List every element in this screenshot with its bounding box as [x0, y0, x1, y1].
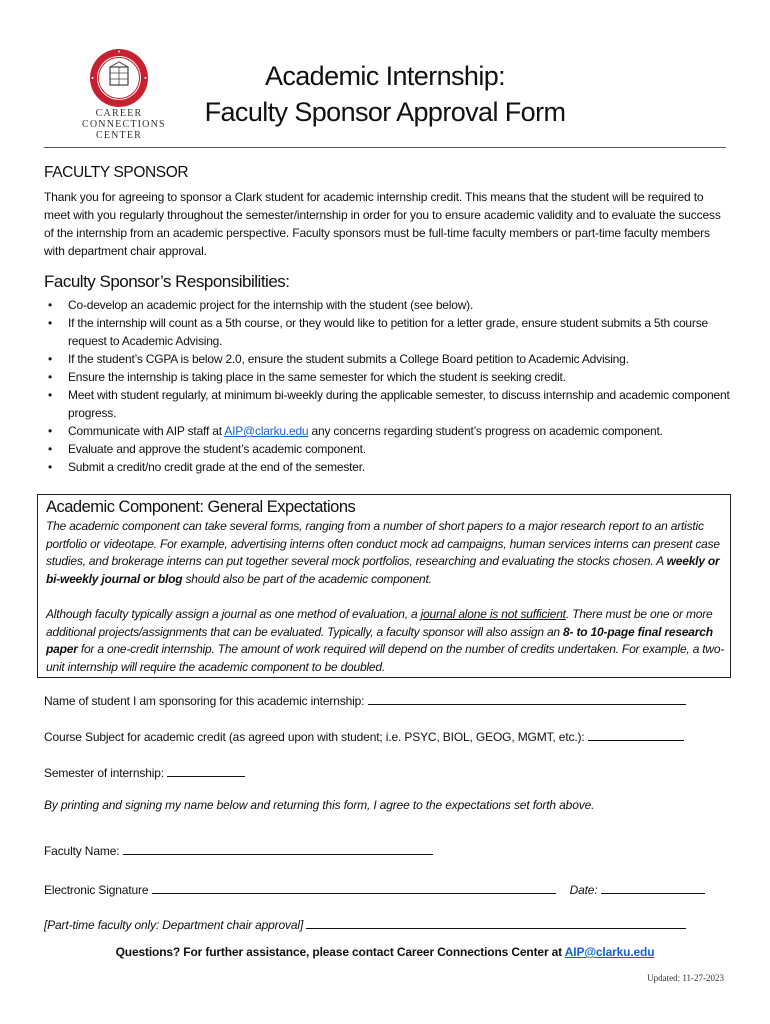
responsibilities-list	[44, 296, 730, 476]
list-item: • Co-develop an academic project for the internship with the student (see below).	[44, 296, 730, 314]
logo-text-line: CENTER	[95, 130, 143, 141]
faculty-name-label: Faculty Name:	[44, 844, 123, 858]
semester-label: Semester of internship:	[44, 766, 168, 780]
p1-text: The academic component can take several forms, ranging from a number of short papers to a major research report to an artistic portfolio or videotape. For example, advertising interns often conduct mock ad campaigns, human services interns can present case studies, and brokerage interns can put together several mock portfolios, researching and evaluating the stocks chosen. A	[46, 519, 720, 568]
chair-approval-input[interactable]	[306, 916, 686, 929]
list-item: • Ensure the internship is taking place in the same semester for which the student is seeking credit.	[44, 368, 730, 386]
list-item: • If the internship will count as a 5th course, or they would like to petition for a letter grade, ensure student submits a 5th course request to Academic Advising.	[44, 314, 730, 350]
faculty-sponsor-text: Thank you for agreeing to sponsor a Clark student for academic internship credit. This means that the student will be required to meet with you regularly throughout the semester/internship in order for you to ensure academic validity and to evaluate the success of the internship from an academic perspective. Faculty sponsors must be full-time faculty members or part-time faculty members with department chair approval.	[44, 190, 721, 258]
p2-text: Although faculty typically assign a journal as one method of evaluation, a	[46, 607, 421, 621]
list-item: • If the student’s CGPA is below 2.0, ensure the student submits a College Board petition to Academic Advising.	[44, 350, 730, 368]
faculty-name-input[interactable]	[123, 842, 433, 855]
academic-component-heading: Academic Component: General Expectations	[46, 498, 356, 516]
logo-text-line: CONNECTIONS	[82, 119, 166, 130]
university-seal-icon	[89, 48, 149, 108]
page-title	[150, 58, 620, 130]
logo-text-line: CAREER	[95, 108, 143, 119]
course-subject-label: Course Subject for academic credit (as agreed upon with student; i.e. PSYC, BIOL, GEOG, MGMT, etc.):	[44, 730, 588, 744]
contact-text-after: any concerns regarding student’s progress on academic component.	[308, 424, 663, 438]
course-subject-input[interactable]	[588, 728, 684, 741]
p2-text-mid: . There must be one or more additional projects/assignments that can be evaluated. Typically, a faculty sponsor will also assign an	[46, 607, 713, 639]
signature-label: Electronic Signature	[44, 883, 152, 897]
title-line-2: Faculty Sponsor Approval Form	[204, 97, 566, 127]
updated-date: Updated: 11-27-2023	[647, 973, 724, 983]
date-input[interactable]	[601, 881, 705, 894]
p1-bold: weekly or bi-weekly journal or blog	[46, 554, 720, 586]
student-name-label: Name of student I am sponsoring for this academic internship:	[44, 694, 368, 708]
semester-input[interactable]	[167, 764, 245, 777]
header-divider	[44, 147, 726, 148]
list-item: • Evaluate and approve the student’s academic component.	[44, 440, 730, 458]
academic-component-paragraph-1	[46, 518, 726, 588]
signature-input[interactable]	[152, 881, 556, 894]
agreement-statement: By printing and signing my name below and returning this form, I agree to the expectations set forth above.	[44, 798, 595, 812]
list-item-contact	[44, 422, 730, 440]
course-subject-field	[44, 728, 684, 744]
faculty-name-field	[44, 842, 433, 858]
p1-text-end: should also be part of the academic component.	[182, 571, 432, 586]
list-item: • Meet with student regularly, at minimum bi-weekly during the applicable semester, to discuss internship and academic component progress.	[44, 386, 730, 422]
chair-approval-label: [Part-time faculty only: Department chair approval]	[44, 918, 307, 932]
p2-bold: 8- to 10-page final research paper	[46, 624, 713, 656]
signature-field	[44, 881, 705, 897]
contact-text-before: Communicate with AIP staff at	[68, 424, 225, 438]
career-center-logo	[82, 48, 166, 141]
questions-footer	[0, 945, 770, 959]
questions-text: Questions? For further assistance, please contact Career Connections Center at	[115, 945, 565, 959]
date-label: Date:	[569, 883, 601, 897]
footer-email-link[interactable]: AIP@clarku.edu	[564, 945, 655, 959]
semester-field	[44, 764, 245, 780]
p2-text-end: for a one-credit internship. The amount of work required will depend on the number of credits undertaken. For example, a two-unit internship will require the academic component to be doubled.	[46, 642, 725, 674]
aip-email-link[interactable]: AIP@clarku.edu	[224, 424, 309, 438]
student-name-input[interactable]	[368, 692, 686, 705]
list-item: • Submit a credit/no credit grade at the end of the semester.	[44, 458, 730, 476]
academic-component-paragraph-2	[46, 606, 726, 676]
faculty-sponsor-heading: FACULTY SPONSOR	[44, 164, 189, 181]
student-name-field	[44, 692, 686, 708]
p2-underline: journal alone is not sufficient	[420, 607, 566, 621]
title-line-1: Academic Internship:	[264, 61, 506, 91]
responsibilities-heading: Faculty Sponsor’s Responsibilities:	[44, 272, 290, 291]
chair-approval-field	[44, 916, 686, 932]
